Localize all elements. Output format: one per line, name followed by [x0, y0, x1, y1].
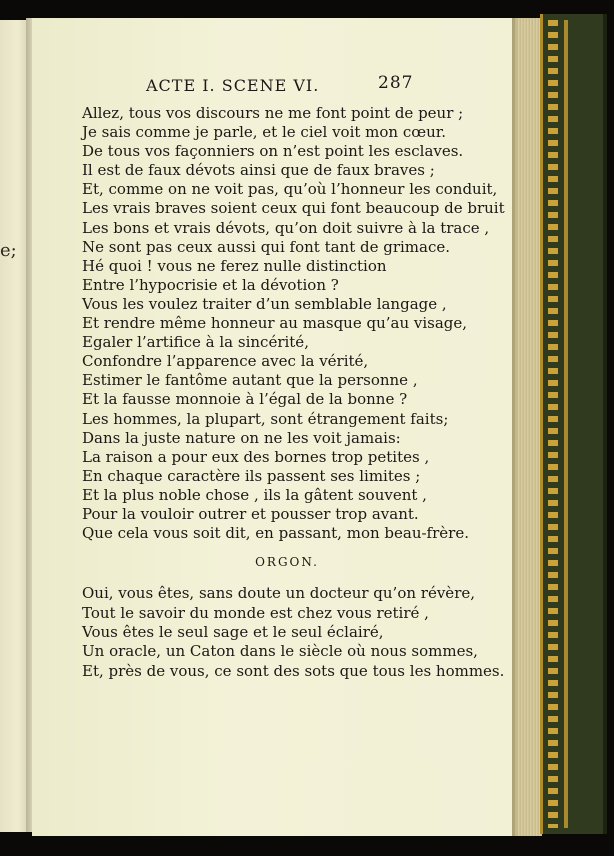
verse-line: Oui, vous êtes, sans doute un docteur qu’on révère,	[82, 584, 476, 603]
verse-line: Tout le savoir du monde est chez vous retiré ,	[82, 603, 429, 622]
gilt-tooling	[548, 20, 558, 828]
verse-line: La raison a pour eux des bornes trop petites ,	[82, 447, 430, 466]
verse-line: Dans la juste nature on ne les voit jamais:	[82, 428, 401, 447]
verse-block-2	[82, 584, 505, 681]
verse-line: Les bons et vrais dévots, qu’on doit suivre à la trace ,	[82, 218, 490, 237]
verse-line: Ne sont pas ceux aussi qui font tant de grimace.	[82, 237, 451, 256]
page-number: 287	[378, 73, 414, 93]
verse-line: Entre l’hypocrisie et la dévotion ?	[82, 275, 339, 294]
verse-line: Hé quoi ! vous ne ferez nulle distinction	[82, 256, 387, 275]
verse-line: Vous êtes le seul sage et le seul éclairé,	[82, 623, 384, 642]
gilt-rule	[564, 20, 568, 828]
verse-line: Un oracle, un Caton dans le siècle où nous sommes,	[82, 642, 478, 661]
verse-line: En chaque caractère ils passent ses limites ;	[82, 466, 421, 485]
verse-line: Confondre l’apparence avec la vérité,	[82, 352, 369, 371]
verse-line: Estimer le fantôme autant que la personne ,	[82, 371, 418, 390]
verse-line: Et la fausse monnoie à l’égal de la bonne ?	[82, 390, 408, 409]
verse-line: Et, comme on ne voit pas, qu’où l’honneur les conduit,	[82, 180, 498, 199]
verse-line: Il est de faux dévots ainsi que de faux braves ;	[82, 161, 435, 180]
verse-line: Que cela vous soit dit, en passant, mon beau-frère.	[82, 524, 469, 543]
speaker-name: ORGON.	[255, 555, 319, 570]
verse-line: Les hommes, la plupart, sont étrangement faits;	[82, 409, 449, 428]
verse-line: De tous vos façonniers on n’est point les esclaves.	[82, 142, 464, 161]
verse-line: Allez, tous vos discours ne me font point de peur ;	[82, 104, 464, 122]
left-page-text-fragment: e;	[0, 240, 17, 261]
running-header	[82, 74, 492, 104]
verse-line: Pour la vouloir outrer et pousser trop avant.	[82, 504, 419, 523]
verse-line: Les vrais braves soient ceux qui font beaucoup de bruit	[82, 199, 505, 218]
running-title: ACTE I. SCENE VI.	[146, 76, 320, 95]
verse-line: Egaler l’artifice à la sincérité,	[82, 333, 309, 352]
verse-line: Je sais comme je parle, et le ciel voit mon cœur.	[82, 123, 447, 142]
page-edges-shadow	[512, 18, 518, 836]
page-text	[82, 73, 505, 681]
verse-block-1	[82, 104, 505, 543]
verse-line: Et rendre même honneur au masque qu’au visage,	[82, 314, 468, 333]
verse-line: Et la plus noble chose , ils la gâtent souvent ,	[82, 485, 427, 504]
verse-line: Et, près de vous, ce sont des sots que tous les hommes.	[82, 661, 505, 680]
verse-line: Vous les voulez traiter d’un semblable langage ,	[82, 294, 447, 313]
